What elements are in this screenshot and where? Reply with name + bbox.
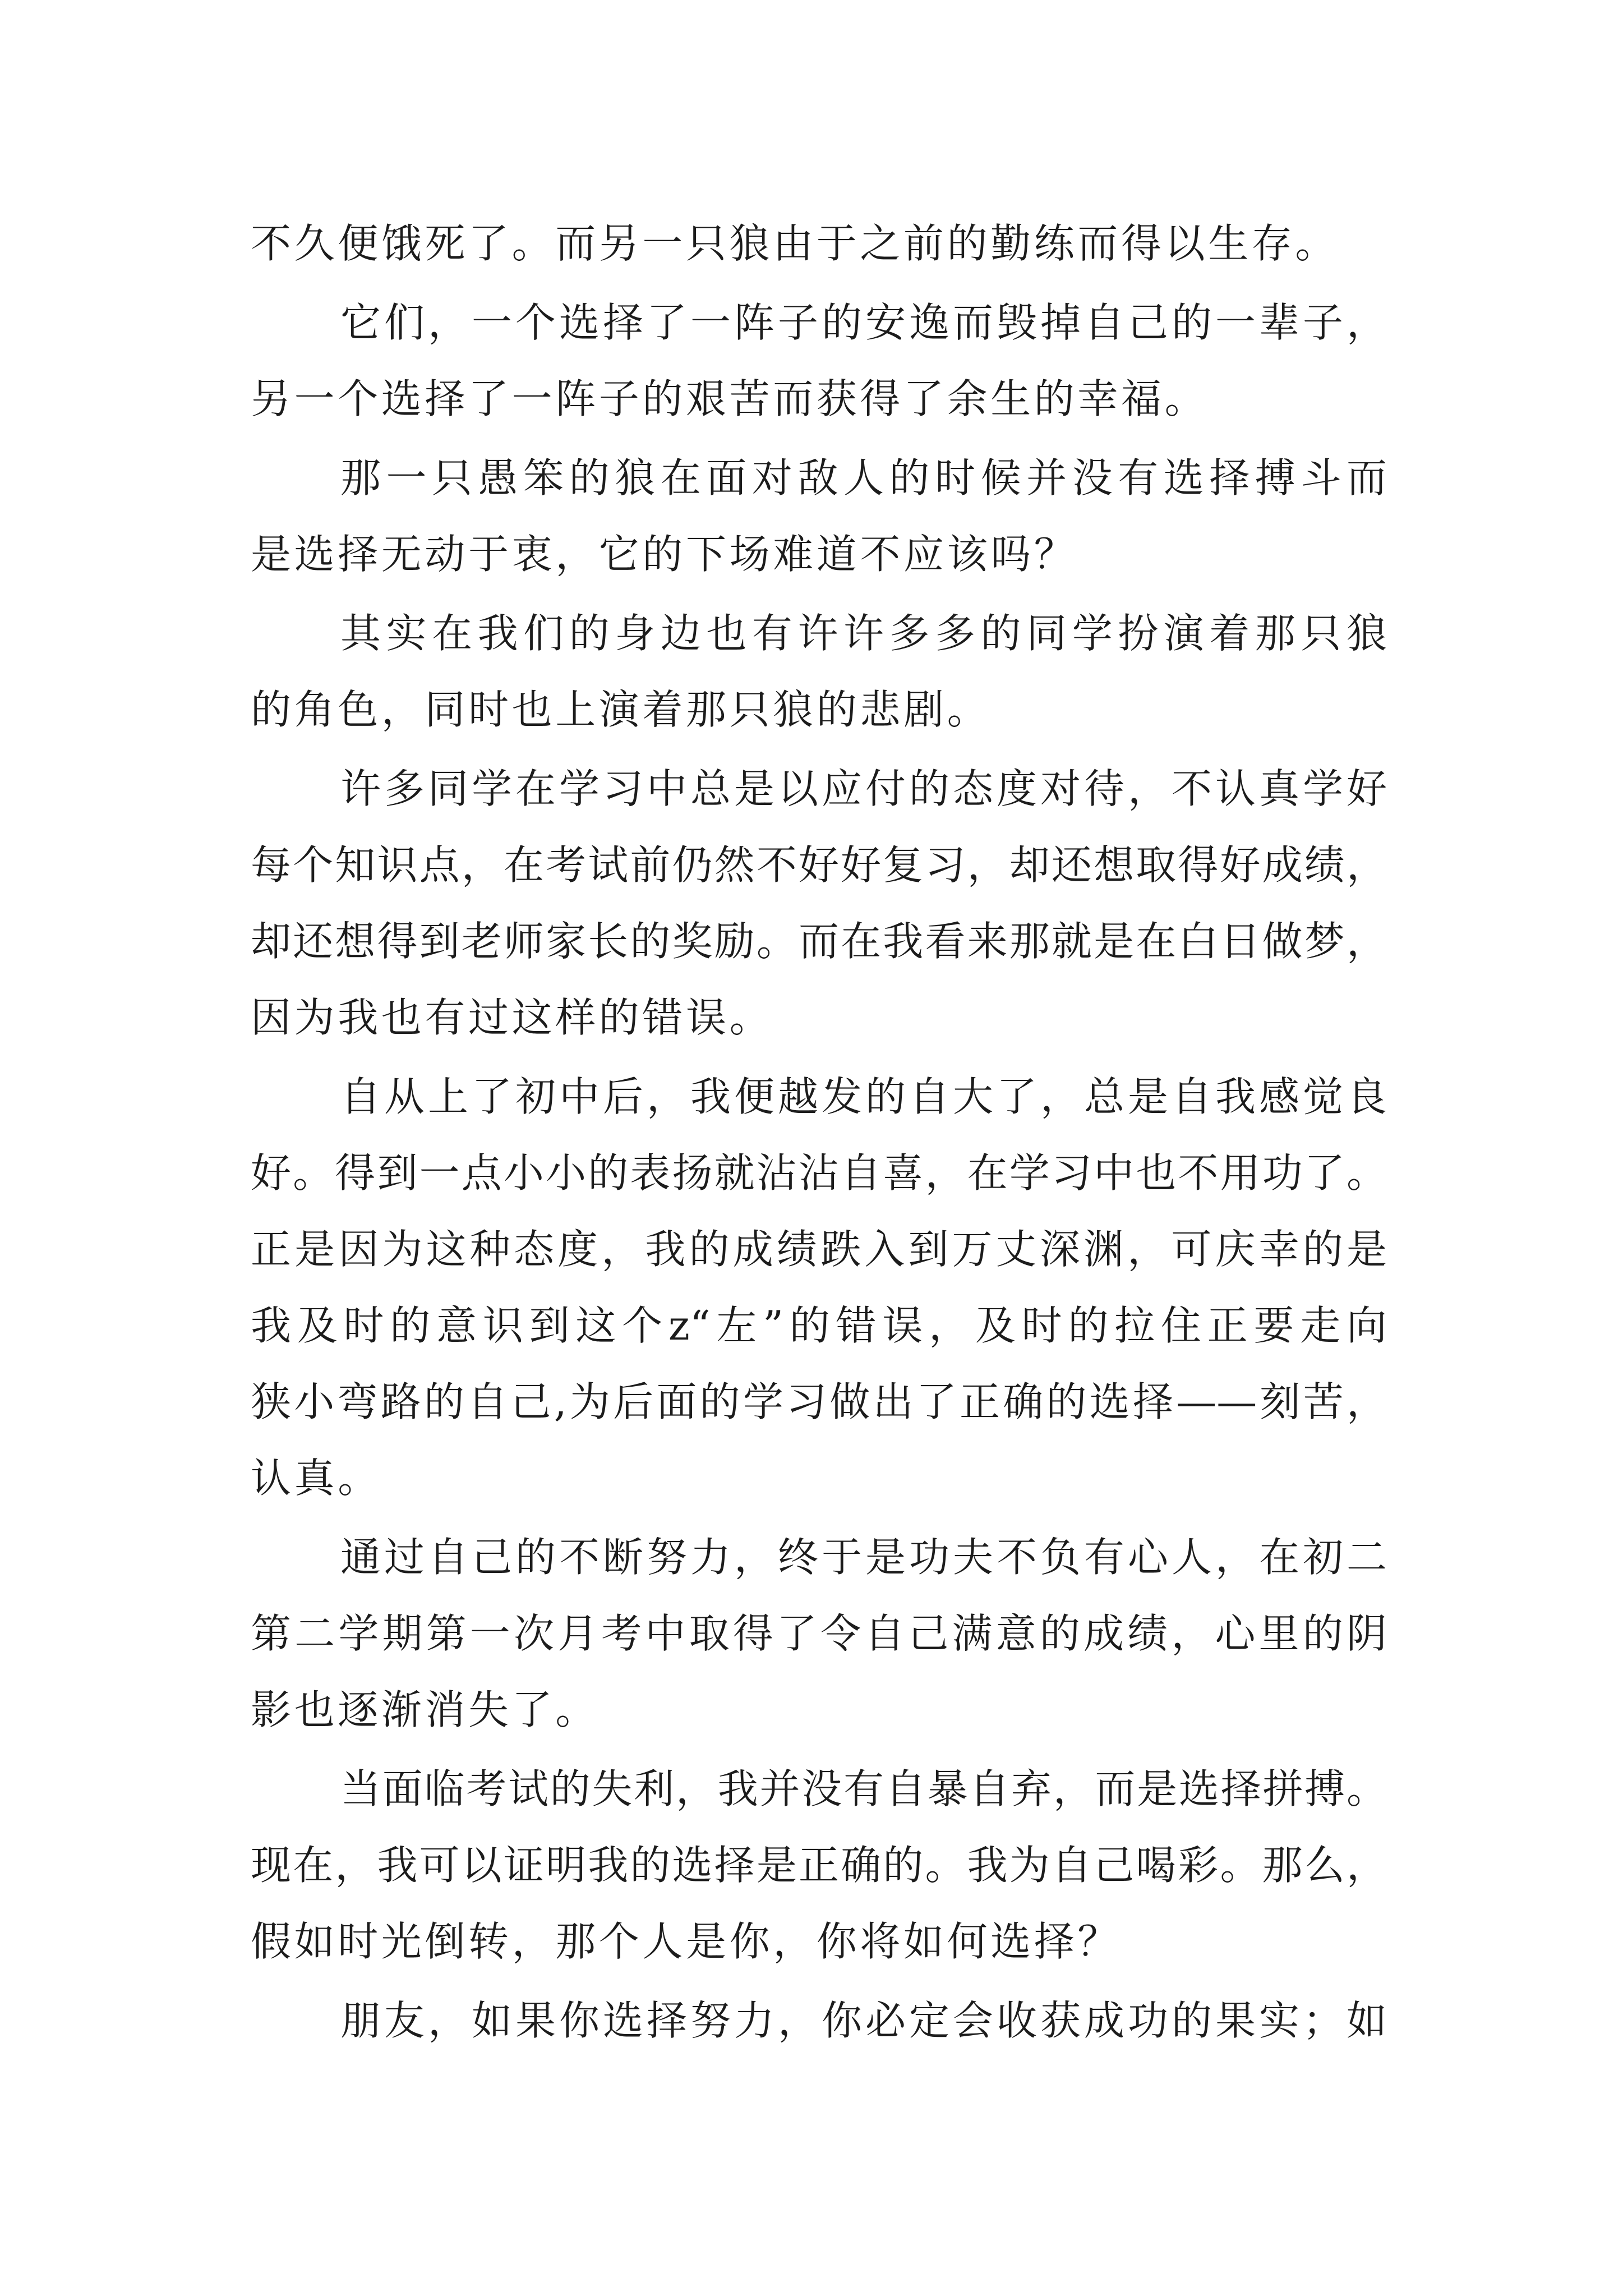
- text-line: 它们，一个选择了一阵子的安逸而毁掉自己的一辈子，: [340, 299, 1387, 346]
- text-line: 当面临考试的失利，我并没有自暴自弃，而是选择拼搏。: [340, 1765, 1387, 1812]
- paragraph: [251, 1519, 1387, 1748]
- paragraph: [251, 284, 1387, 437]
- text-line: 正是因为这种态度，我的成绩跌入到万丈深渊，可庆幸的是: [251, 1226, 1387, 1273]
- text-line: 自从上了初中后，我便越发的自大了，总是自我感觉良: [340, 1073, 1387, 1120]
- paragraph: [251, 440, 1387, 592]
- text-line: 好。得到一点小小的表扬就沾沾自喜，在学习中也不用功了。: [251, 1149, 1387, 1197]
- paragraph: [251, 1059, 1387, 1516]
- paragraph: [251, 751, 1387, 1056]
- text-line: 朋友，如果你选择努力，你必定会收获成功的果实；如: [340, 1997, 1387, 2044]
- text-line: 其实在我们的身边也有许许多多的同学扮演着那只狼: [340, 610, 1387, 657]
- text-line: 因为我也有过这样的错误。: [251, 994, 773, 1041]
- text-line: 认真。: [251, 1455, 381, 1502]
- paragraph: [251, 1751, 1387, 1980]
- paragraph: [251, 205, 1387, 282]
- text-line: 狭小弯路的自己,为后面的学习做出了正确的选择——刻苦，: [251, 1378, 1387, 1425]
- text-line: 每个知识点，在考试前仍然不好好复习，却还想取得好成绩，: [251, 841, 1387, 889]
- paragraph: [251, 595, 1387, 748]
- text-line: 现在，我可以证明我的选择是正确的。我为自己喝彩。那么，: [251, 1842, 1387, 1889]
- text-line: 影也逐渐消失了。: [251, 1686, 599, 1733]
- paragraph: [251, 1982, 1387, 2059]
- text-line: 假如时光倒转，那个人是你，你将如何选择？: [251, 1918, 1122, 1965]
- text-line: 却还想得到老师家长的奖励。而在我看来那就是在白日做梦，: [251, 918, 1387, 965]
- text-line: 我及时的意识到这个z“左”的错误，及时的拉住正要走向: [251, 1302, 1387, 1349]
- text-line: 通过自己的不断努力，终于是功夫不负有心人，在初二: [340, 1534, 1387, 1581]
- text-line: 不久便饿死了。而另一只狼由于之前的勤练而得以生存。: [251, 220, 1339, 267]
- text-line: 是选择无动于衷，它的下场难道不应该吗？: [251, 531, 1078, 578]
- document-body: [251, 205, 1387, 2059]
- text-line: 的角色，同时也上演着那只狼的悲剧。: [251, 686, 991, 733]
- text-line: 那一只愚笨的狼在面对敌人的时候并没有选择搏斗而: [340, 454, 1387, 501]
- text-line: 第二学期第一次月考中取得了令自己满意的成绩，心里的阴: [251, 1610, 1387, 1657]
- text-line: 许多同学在学习中总是以应付的态度对待，不认真学好: [340, 765, 1387, 812]
- text-line: 另一个选择了一阵子的艰苦而获得了余生的幸福。: [251, 375, 1209, 422]
